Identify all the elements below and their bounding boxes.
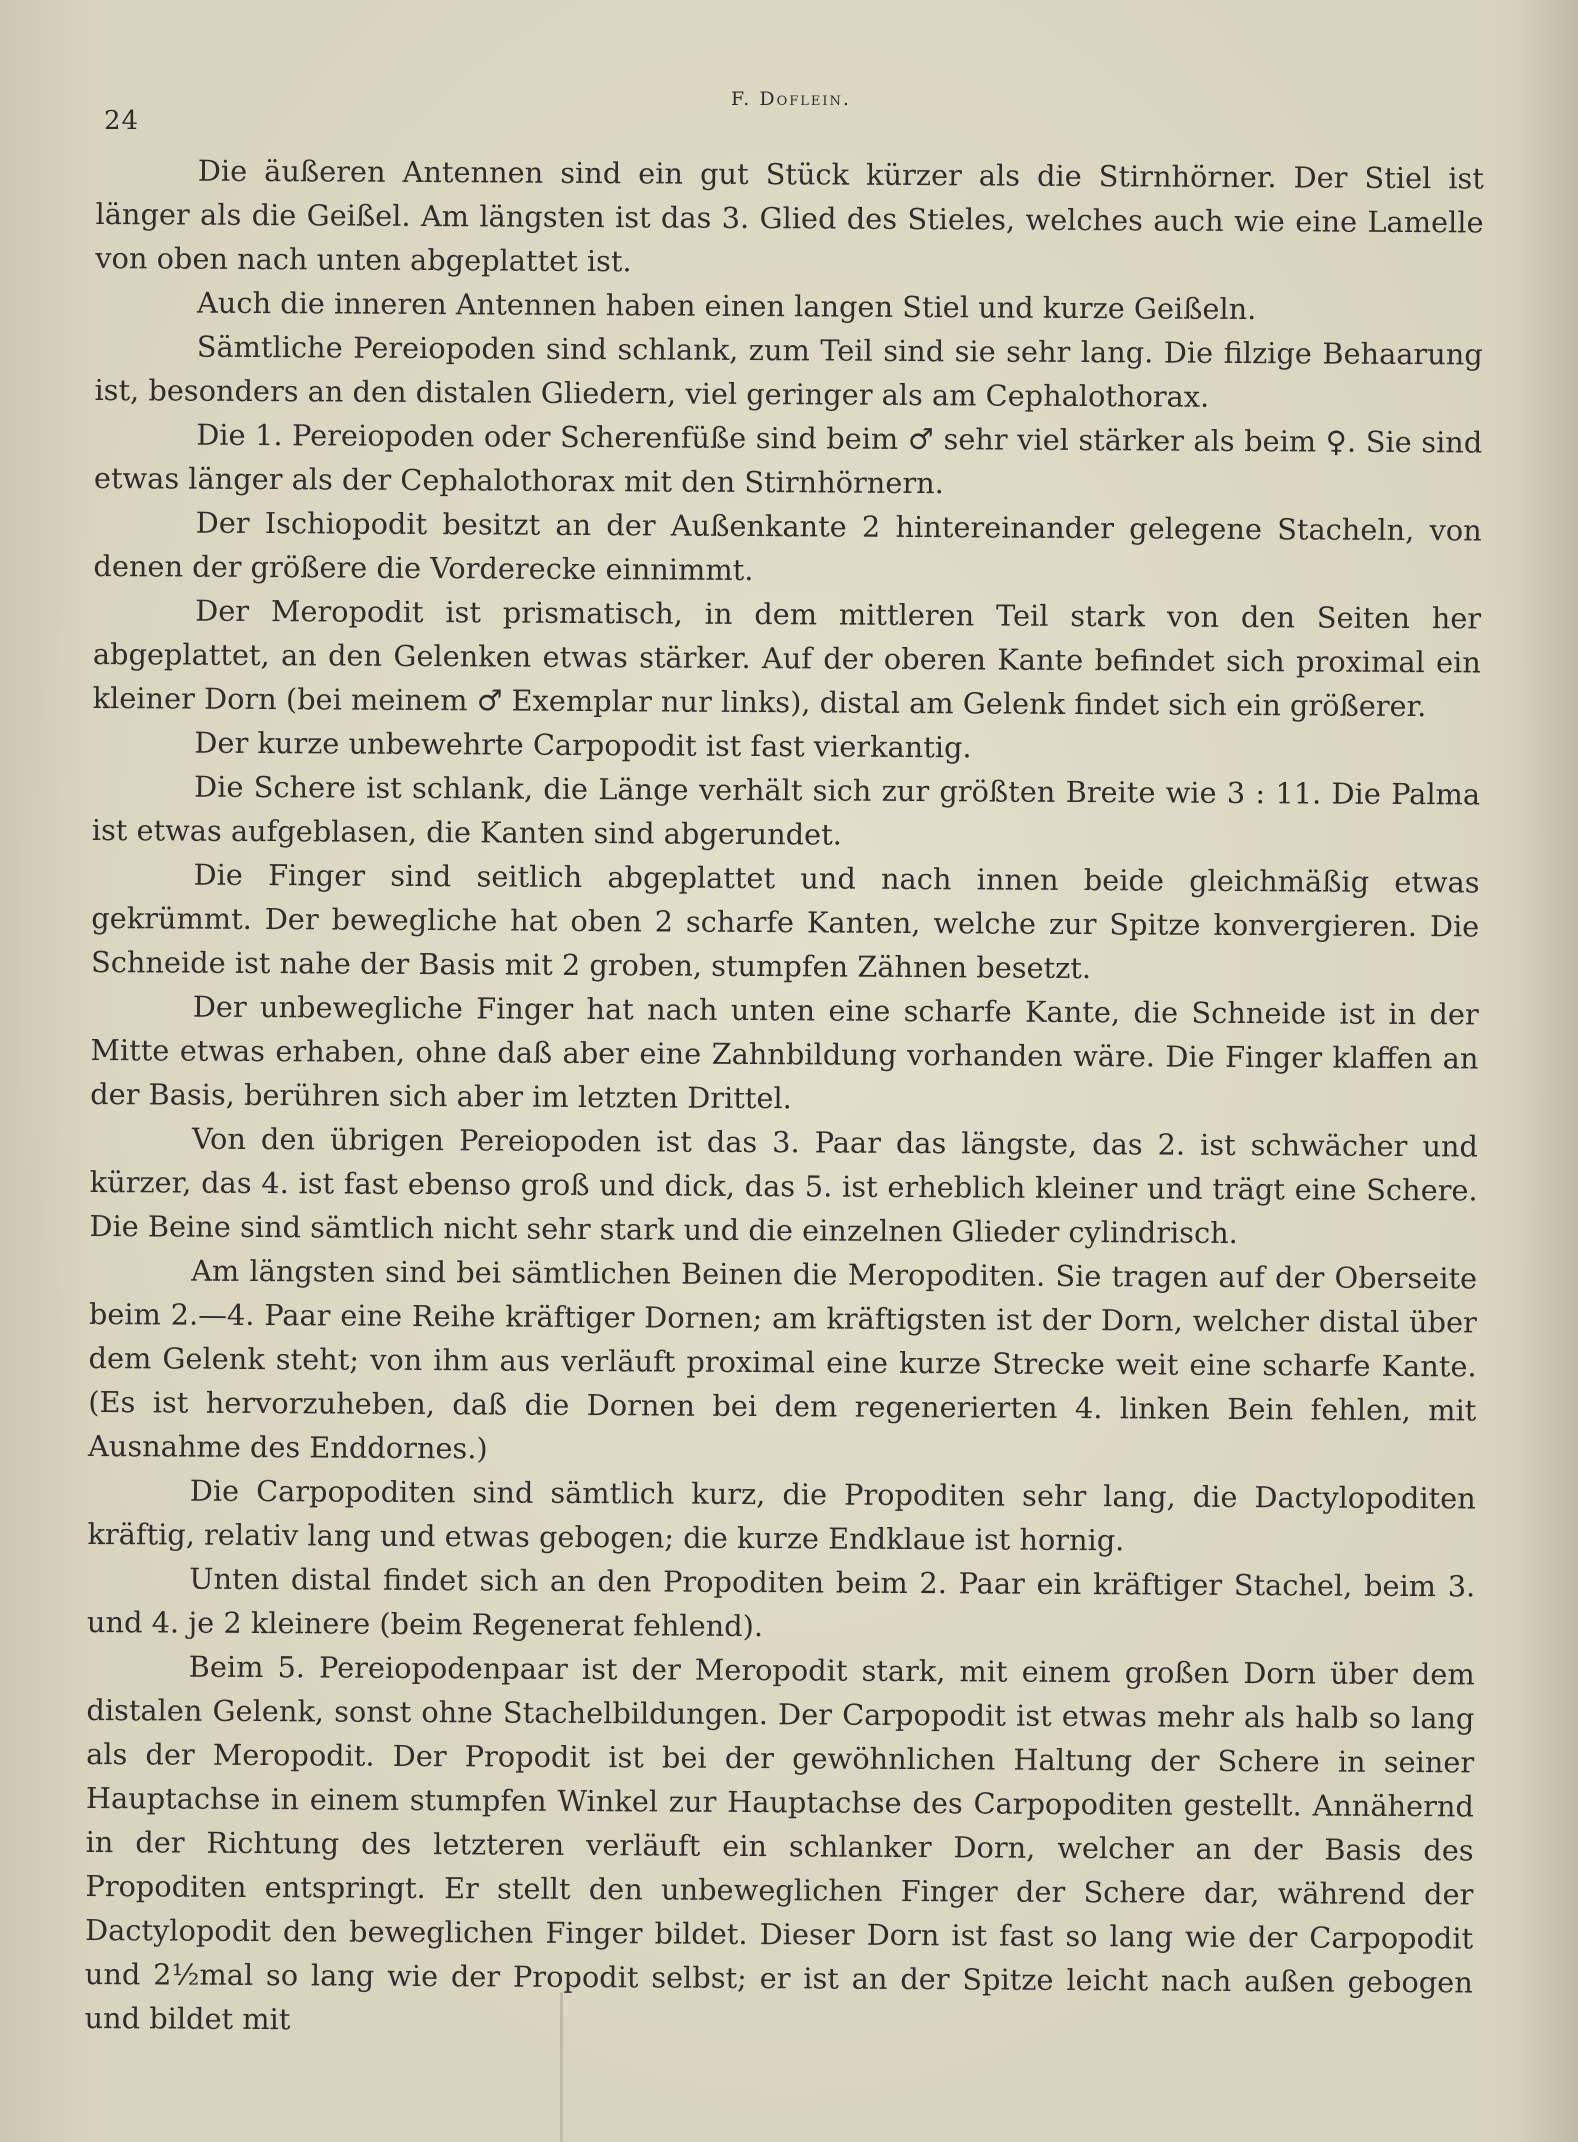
body-text xyxy=(84,148,1484,2048)
paragraph-uebrige-pereiopoden: Von den übrigen Pereiopoden ist das 3. Paar das längste, das 2. ist schwächer und kürzer, das 4. ist fast ebenso groß und dick, das 5. ist erheblich kleiner und trägt eine Schere. Die Beine sind sämtlich nicht sehr stark und die einzelnen Glieder cylindrisch. xyxy=(89,1121,1479,1250)
paragraph-schere: Die Schere ist schlank, die Länge verhält sich zur größten Breite wie 3 : 11. Die Palma ist etwas aufgeblasen, die Kanten sind abgerundet. xyxy=(91,769,1481,852)
running-head xyxy=(96,88,1486,136)
paragraph-fuenftes-paar: Beim 5. Pereiopodenpaar ist der Meropodit stark, mit einem großen Dorn über dem distalen Gelenk, sonst ohne Stachelbildungen. Der Carpopodit ist etwas mehr als halb so lang als der Meropodit. Der Propodit ist bei der gewöhnlichen Haltung der Schere in seiner Hauptachse in einem stumpfen Winkel zur Hauptachse des Carpopoditen gestellt. Annähernd in der Richtung des letzteren verläuft ein schlanker Dorn, welcher an der Basis des Propoditen entspringt. Er stellt den unbeweglichen Finger der Schere dar, während der Dactylopodit den beweglichen Finger bildet. Dieser Dorn ist fast so lang wie der Carpopodit und 2½mal so lang wie der Propodit selbst; er ist an der Spitze leicht nach außen gebogen und bildet mit xyxy=(84,1649,1475,2037)
paragraph-inner-antennae: Auch die inneren Antennen haben einen langen Stiel und kurze Geißeln. xyxy=(196,285,1257,327)
page-crease xyxy=(560,1992,563,2142)
paragraph-carpopoditen: Die Carpopoditen sind sämtlich kurz, die Propoditen sehr lang, die Dactylopoditen kräftig, relativ lang und etwas gebogen; die kurze Endklaue ist hornig. xyxy=(87,1473,1476,1558)
page-number: 24 xyxy=(104,106,140,136)
paragraph-first-pereiopods: Die 1. Pereiopoden oder Scherenfüße sind beim ♂ sehr viel stärker als beim ♀. Sie sind etwas länger als der Cephalothorax mit den Stirnhörnern. xyxy=(93,417,1483,501)
page-edge-shadow xyxy=(1518,0,1578,2142)
running-head-author: F. Doflein. xyxy=(731,88,851,110)
paragraph-meropoditen: Am längsten sind bei sämtlichen Beinen die Meropoditen. Sie tragen auf der Oberseite beim 2.—4. Paar eine Reihe kräftiger Dornen; am kräftigsten ist der Dorn, welcher distal über dem Gelenk steht; von ihm aus verläuft proximal eine kurze Strecke weit eine scharfe Kante. (Es ist hervorzuheben, daß die Dornen bei dem regenerierten 4. linken Bein fehlen, mit Ausnahme des Enddornes.) xyxy=(87,1253,1478,1466)
paragraph-finger: Die Finger sind seitlich abgeplattet und nach innen beide gleichmäßig etwas gekrümmt. Der bewegliche hat oben 2 scharfe Kanten, welche zur Spitze konvergieren. Die Schneide ist nahe der Basis mit 2 groben, stumpfen Zähnen besetzt. xyxy=(90,857,1480,986)
paragraph-outer-antennae: Die äußeren Antennen sind ein gut Stück kürzer als die Stirnhörner. Der Stiel ist länger als die Geißel. Am längsten ist das 3. Glied des Stieles, welches auch wie eine Lamelle von oben nach unten abgeplattet ist. xyxy=(95,153,1484,279)
paragraph-propoditen-stachel: Unten distal findet sich an den Propoditen beim 2. Paar ein kräftiger Stachel, beim 3. und 4. je 2 kleinere (beim Regenerat fehlend). xyxy=(86,1561,1476,1644)
paragraph-meropodit: Der Meropodit ist prismatisch, in dem mittleren Teil stark von den Seiten her abgeplattet, an den Gelenken etwas stärker. Auf der oberen Kante befindet sich proximal ein kleiner Dorn (bei meinem ♂ Exemplar nur links), distal am Gelenk findet sich ein größerer. xyxy=(92,593,1482,724)
paragraph-unbeweglicher-finger: Der unbewegliche Finger hat nach unten eine scharfe Kante, die Schneide ist in der Mitte etwas erhaben, ohne daß aber eine Zahnbildung vorhanden wäre. Die Finger klaffen an der Basis, berühren sich aber im letzten Drittel. xyxy=(90,989,1479,1116)
paragraph-ischiopodit: Der Ischiopodit besitzt an der Außenkante 2 hintereinander gelegene Stacheln, von denen der größere die Vorderecke einnimmt. xyxy=(93,505,1482,588)
paragraph-pereiopods: Sämtliche Pereiopoden sind schlank, zum Teil sind sie sehr lang. Die filzige Behaarung ist, besonders an den distalen Gliedern, viel geringer als am Cephalothorax. xyxy=(94,329,1483,414)
paragraph-carpopodit: Der kurze unbewehrte Carpopodit ist fast vierkantig. xyxy=(194,725,972,765)
